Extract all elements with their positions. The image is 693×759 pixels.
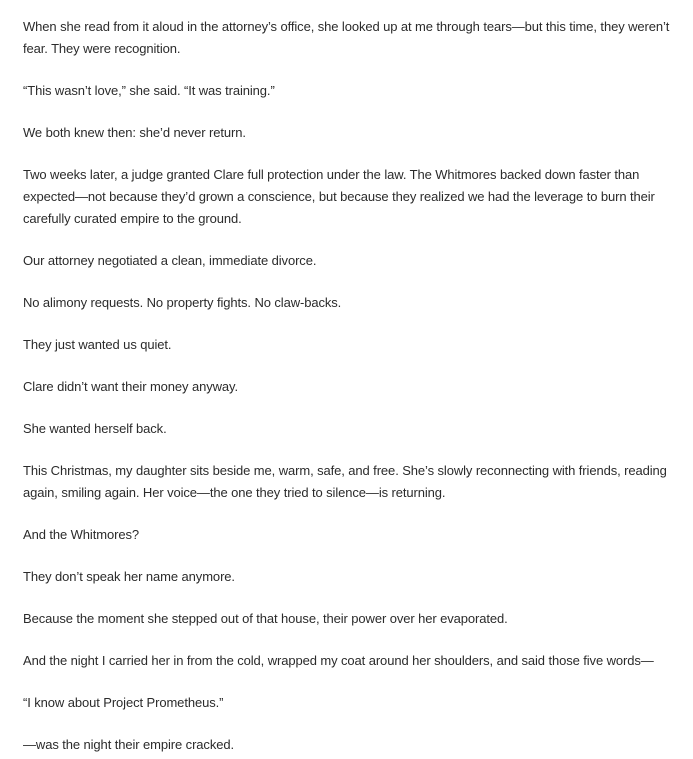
paragraph: And the Whitmores? bbox=[23, 527, 139, 542]
paragraph: “I know about Project Prometheus.” bbox=[23, 695, 224, 710]
paragraph: Two weeks later, a judge granted Clare full protection under the law. The Whitmores backed down faster than expected—not because they’d grown a conscience, but because they realized we had the leverage to burn their carefully curated empire to the ground. bbox=[23, 167, 655, 226]
paragraph: When she read from it aloud in the attorney’s office, she looked up at me through tears—but this time, they weren’t fear. They were recognition. bbox=[23, 19, 670, 56]
paragraph: She wanted herself back. bbox=[23, 421, 167, 436]
paragraph: No alimony requests. No property fights. No claw-backs. bbox=[23, 295, 342, 310]
paragraph: Because the moment she stepped out of that house, their power over her evaporated. bbox=[23, 611, 508, 626]
paragraph: This Christmas, my daughter sits beside me, warm, safe, and free. She’s slowly reconnecting with friends, reading again, smiling again. Her voice—the one they tried to silence—is returning. bbox=[23, 463, 667, 500]
paragraph: They don’t speak her name anymore. bbox=[23, 569, 235, 584]
paragraph: Clare didn’t want their money anyway. bbox=[23, 379, 238, 394]
paragraph: We both knew then: she’d never return. bbox=[23, 125, 246, 140]
paragraph: Our attorney negotiated a clean, immediate divorce. bbox=[23, 253, 317, 268]
paragraph: They just wanted us quiet. bbox=[23, 337, 172, 352]
paragraph: “This wasn’t love,” she said. “It was training.” bbox=[23, 83, 275, 98]
paragraph: —was the night their empire cracked. bbox=[23, 737, 234, 752]
paragraph: And the night I carried her in from the cold, wrapped my coat around her shoulders, and said those five words— bbox=[23, 653, 654, 668]
